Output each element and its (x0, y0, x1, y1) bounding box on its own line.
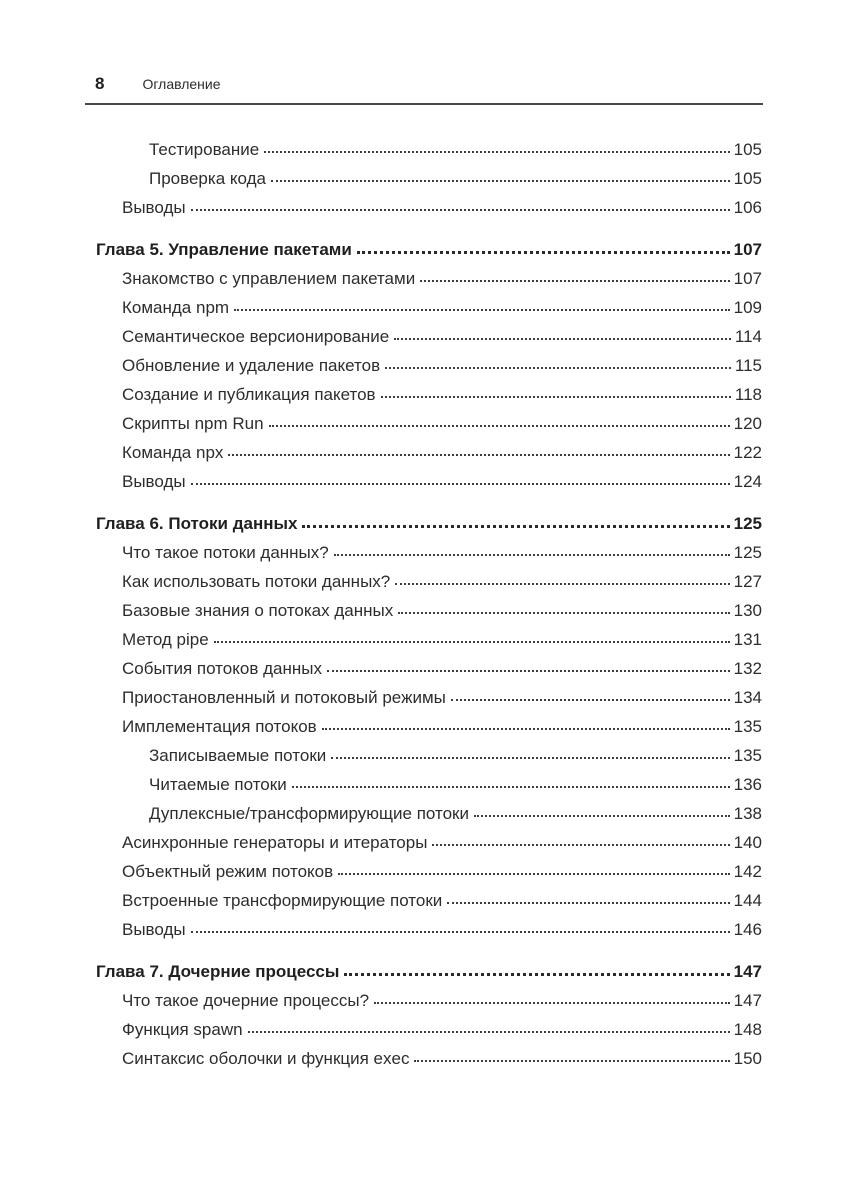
toc-entry-title: Дуплексные/трансформирующие потоки (149, 804, 469, 823)
toc-entry (122, 351, 762, 380)
toc-entry-title: Семантическое версионирование (122, 327, 390, 346)
toc-entry-page: 147 (733, 991, 762, 1010)
toc-entry-page: 109 (733, 298, 762, 317)
toc-entry (122, 712, 762, 741)
toc-entry-title: Скрипты npm Run (122, 414, 264, 433)
toc-entry-title: Записываемые потоки (149, 746, 327, 765)
toc-entry (122, 683, 762, 712)
toc-entry (122, 915, 762, 944)
toc-entry-page: 127 (733, 572, 762, 591)
toc-entry-page: 120 (733, 414, 762, 433)
toc-entry (122, 986, 762, 1015)
toc-entry-title: Как использовать потоки данных? (122, 572, 391, 591)
toc-entry-title: Выводы (122, 472, 186, 491)
toc-entry (122, 438, 762, 467)
toc-entry-page: 150 (733, 1049, 762, 1068)
toc-entry-title: Выводы (122, 198, 186, 217)
toc-entry (122, 264, 762, 293)
toc-entry (122, 1044, 762, 1073)
toc-entry-title: Проверка кода (149, 169, 266, 188)
dot-leader (302, 525, 729, 528)
toc-entry-page: 105 (733, 169, 762, 188)
toc-entry-page: 140 (733, 833, 762, 852)
dot-leader (248, 1031, 730, 1033)
toc-entry-title: Команда npx (122, 443, 224, 462)
toc-entry (122, 625, 762, 654)
toc-entry-title: Функция spawn (122, 1020, 243, 1039)
toc-entry-title: Создание и публикация пакетов (122, 385, 376, 404)
toc-entry-title: Глава 5. Управление пакетами (96, 240, 352, 259)
dot-leader (374, 1002, 730, 1004)
toc-entry-page: 125 (733, 543, 762, 562)
toc-entry-title: Метод pipe (122, 630, 209, 649)
dot-leader (269, 425, 730, 427)
dot-leader (394, 338, 731, 340)
dot-leader (414, 1060, 729, 1062)
toc-entry-title: Базовые знания о потоках данных (122, 601, 394, 620)
toc-entry-title: Команда npm (122, 298, 230, 317)
toc-entry-page: 114 (734, 327, 762, 346)
toc-list (96, 111, 762, 1073)
toc-entry (122, 322, 762, 351)
dot-leader (338, 873, 729, 875)
dot-leader (234, 309, 730, 311)
dot-leader (385, 367, 731, 369)
toc-entry (122, 409, 762, 438)
running-header (85, 74, 763, 105)
header-title: Оглавление (142, 76, 221, 92)
toc-entry-title: Приостановленный и потоковый режимы (122, 688, 446, 707)
toc-entry (122, 654, 762, 683)
toc-entry (122, 828, 762, 857)
dot-leader (228, 454, 729, 456)
toc-entry-page: 118 (734, 385, 762, 404)
toc-entry-page: 134 (733, 688, 762, 707)
toc-chapter-entry (96, 957, 762, 986)
dot-leader (420, 280, 729, 282)
toc-chapter-entry (96, 235, 762, 264)
toc-entry (149, 164, 762, 193)
dot-leader (271, 180, 730, 182)
toc-entry (122, 1015, 762, 1044)
toc-entry-title: Синтаксис оболочки и функция exec (122, 1049, 410, 1068)
toc-entry-title: События потоков данных (122, 659, 322, 678)
dot-leader (191, 209, 730, 211)
toc-entry-page: 135 (733, 746, 762, 765)
toc-chapter-entry (96, 509, 762, 538)
toc-entry-title: Глава 6. Потоки данных (96, 514, 298, 533)
toc-entry-page: 136 (733, 775, 762, 794)
toc-entry-page: 106 (733, 198, 762, 217)
toc-entry-page: 131 (733, 630, 762, 649)
dot-leader (395, 583, 729, 585)
dot-leader (398, 612, 729, 614)
toc-entry (122, 857, 762, 886)
toc-entry-title: Встроенные трансформирующие потоки (122, 891, 443, 910)
toc-entry (122, 538, 762, 567)
toc-entry-title: Что такое потоки данных? (122, 543, 329, 562)
dot-leader (327, 670, 730, 672)
dot-leader (432, 844, 729, 846)
page-number: 8 (95, 74, 105, 93)
toc-entry-page: 125 (733, 514, 762, 533)
toc-entry-title: Выводы (122, 920, 186, 939)
dot-leader (357, 251, 730, 254)
toc-entry (122, 293, 762, 322)
toc-entry (149, 135, 762, 164)
toc-entry-title: Глава 7. Дочерние процессы (96, 962, 340, 981)
toc-entry-page: 107 (733, 269, 762, 288)
toc-entry-title: Знакомство с управлением пакетами (122, 269, 416, 288)
dot-leader (264, 151, 729, 153)
dot-leader (344, 973, 729, 976)
toc-entry-page: 135 (733, 717, 762, 736)
dot-leader (334, 554, 730, 556)
toc-entry-title: Тестирование (149, 140, 260, 159)
toc-entry-page: 130 (733, 601, 762, 620)
dot-leader (191, 931, 730, 933)
toc-entry-page: 115 (734, 356, 762, 375)
toc-entry-page: 132 (733, 659, 762, 678)
toc-entry-page: 124 (733, 472, 762, 491)
dot-leader (447, 902, 729, 904)
toc-entry-title: Объектный режим потоков (122, 862, 334, 881)
dot-leader (474, 815, 730, 817)
toc-entry-page: 148 (733, 1020, 762, 1039)
dot-leader (214, 641, 730, 643)
dot-leader (451, 699, 730, 701)
toc-entry (149, 770, 762, 799)
toc-entry-title: Обновление и удаление пакетов (122, 356, 381, 375)
dot-leader (191, 483, 730, 485)
dot-leader (331, 757, 729, 759)
toc-entry (122, 886, 762, 915)
toc-entry (122, 193, 762, 222)
toc-entry-page: 144 (733, 891, 762, 910)
dot-leader (292, 786, 730, 788)
toc-entry-page: 105 (733, 140, 762, 159)
dot-leader (381, 396, 731, 398)
toc-entry (122, 380, 762, 409)
toc-entry (122, 467, 762, 496)
toc-entry-title: Асинхронные генераторы и итераторы (122, 833, 428, 852)
toc-entry-page: 147 (733, 962, 762, 981)
toc-entry-page: 107 (733, 240, 762, 259)
toc-entry (149, 799, 762, 828)
toc-entry-page: 122 (733, 443, 762, 462)
toc-entry-page: 146 (733, 920, 762, 939)
toc-entry (122, 596, 762, 625)
toc-entry (122, 567, 762, 596)
toc-entry (149, 741, 762, 770)
toc-entry-title: Имплементация потоков (122, 717, 317, 736)
toc-entry-page: 142 (733, 862, 762, 881)
toc-entry-page: 138 (733, 804, 762, 823)
dot-leader (322, 728, 730, 730)
toc-entry-title: Читаемые потоки (149, 775, 287, 794)
toc-entry-title: Что такое дочерние процессы? (122, 991, 370, 1010)
